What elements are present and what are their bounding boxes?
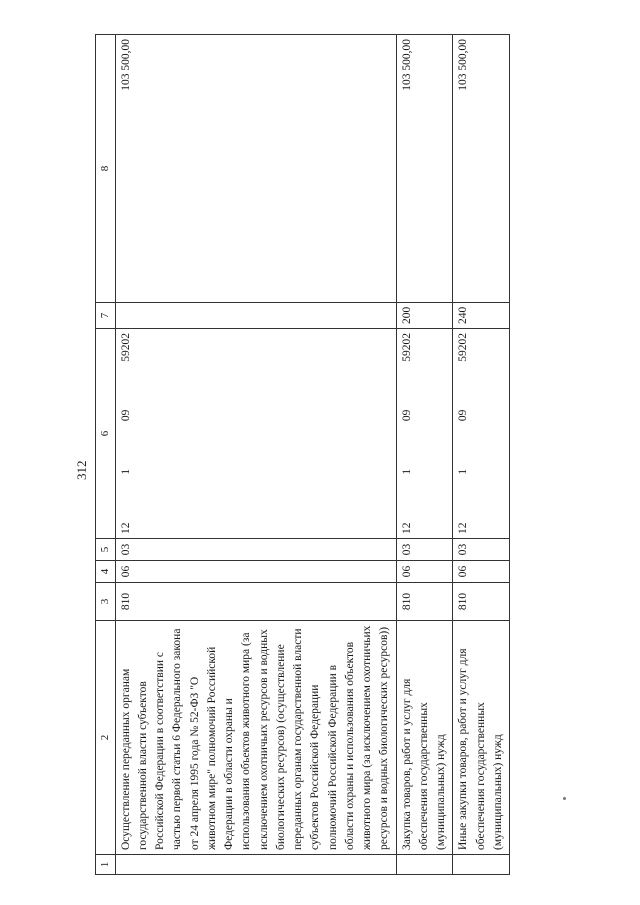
program-code: 12: [457, 522, 470, 534]
table-header-row: [96, 35, 116, 875]
column-number: 7: [96, 303, 116, 329]
empty-cell: [453, 855, 510, 875]
column-number: 4: [96, 561, 116, 583]
activity-code: 09: [400, 409, 413, 422]
section-code: 06: [115, 561, 396, 583]
row-description: Закупка товаров, работ и услуг для обеспечения государственных (муниципальных) нужд: [396, 621, 453, 855]
expense-type-code: 240: [453, 303, 510, 329]
direction-code: 59202: [119, 333, 132, 362]
ministry-code: 810: [115, 583, 396, 621]
budget-table: [95, 34, 510, 875]
row-description: Иные закупки товаров, работ и услуг для обеспечения государственных (муниципальных) нужд: [453, 621, 510, 855]
subprogram-code: 1: [400, 468, 413, 475]
target-article-code: [115, 329, 396, 539]
program-code: 12: [400, 522, 413, 534]
ministry-code: 810: [453, 583, 510, 621]
direction-code: 59202: [400, 333, 413, 362]
table-row: [453, 35, 510, 875]
empty-cell: [396, 855, 453, 875]
scan-speck: [563, 797, 566, 800]
empty-cell: [115, 855, 396, 875]
expense-type-code: [115, 303, 396, 329]
subsection-code: 03: [453, 539, 510, 561]
amount: 103 500,00: [453, 35, 510, 303]
section-code: 06: [396, 561, 453, 583]
column-number: 2: [96, 621, 116, 855]
column-number: 1: [96, 855, 116, 875]
subsection-code: 03: [115, 539, 396, 561]
ministry-code: 810: [396, 583, 453, 621]
subsection-code: 03: [396, 539, 453, 561]
expense-type-code: 200: [396, 303, 453, 329]
row-description: Осуществление переданных органам государственной власти субъектов Российской Федерации в соответствии с частью первой статьи 6 Федерального закона от 24 апреля 1995 года № 52-ФЗ "О животном мире" полномочий Российской Федерации в области охраны и использования объектов животного мира (за исключением охотничьих ресурсов и водных биологических ресурсов) (осуществление переданных органам государственной власти субъектов Российской Федерации полномочий Российской Федерации в области охраны и использования объектов животного мира (за исключением охотничьих ресурсов и водных биологических ресурсов)): [115, 621, 396, 855]
page-number: 312: [74, 460, 89, 480]
column-number: 5: [96, 539, 116, 561]
section-code: 06: [453, 561, 510, 583]
subprogram-code: 1: [119, 468, 132, 475]
table-row: [396, 35, 453, 875]
direction-code: 59202: [457, 333, 470, 362]
subprogram-code: 1: [457, 468, 470, 475]
table-row: [115, 35, 396, 875]
column-number: 8: [96, 35, 116, 303]
activity-code: 09: [119, 409, 132, 422]
program-code: 12: [119, 522, 132, 534]
target-article-code: [396, 329, 453, 539]
target-article-code: [453, 329, 510, 539]
column-number: 3: [96, 583, 116, 621]
column-number: 6: [96, 329, 116, 539]
activity-code: 09: [457, 409, 470, 422]
amount: 103 500,00: [115, 35, 396, 303]
amount: 103 500,00: [396, 35, 453, 303]
